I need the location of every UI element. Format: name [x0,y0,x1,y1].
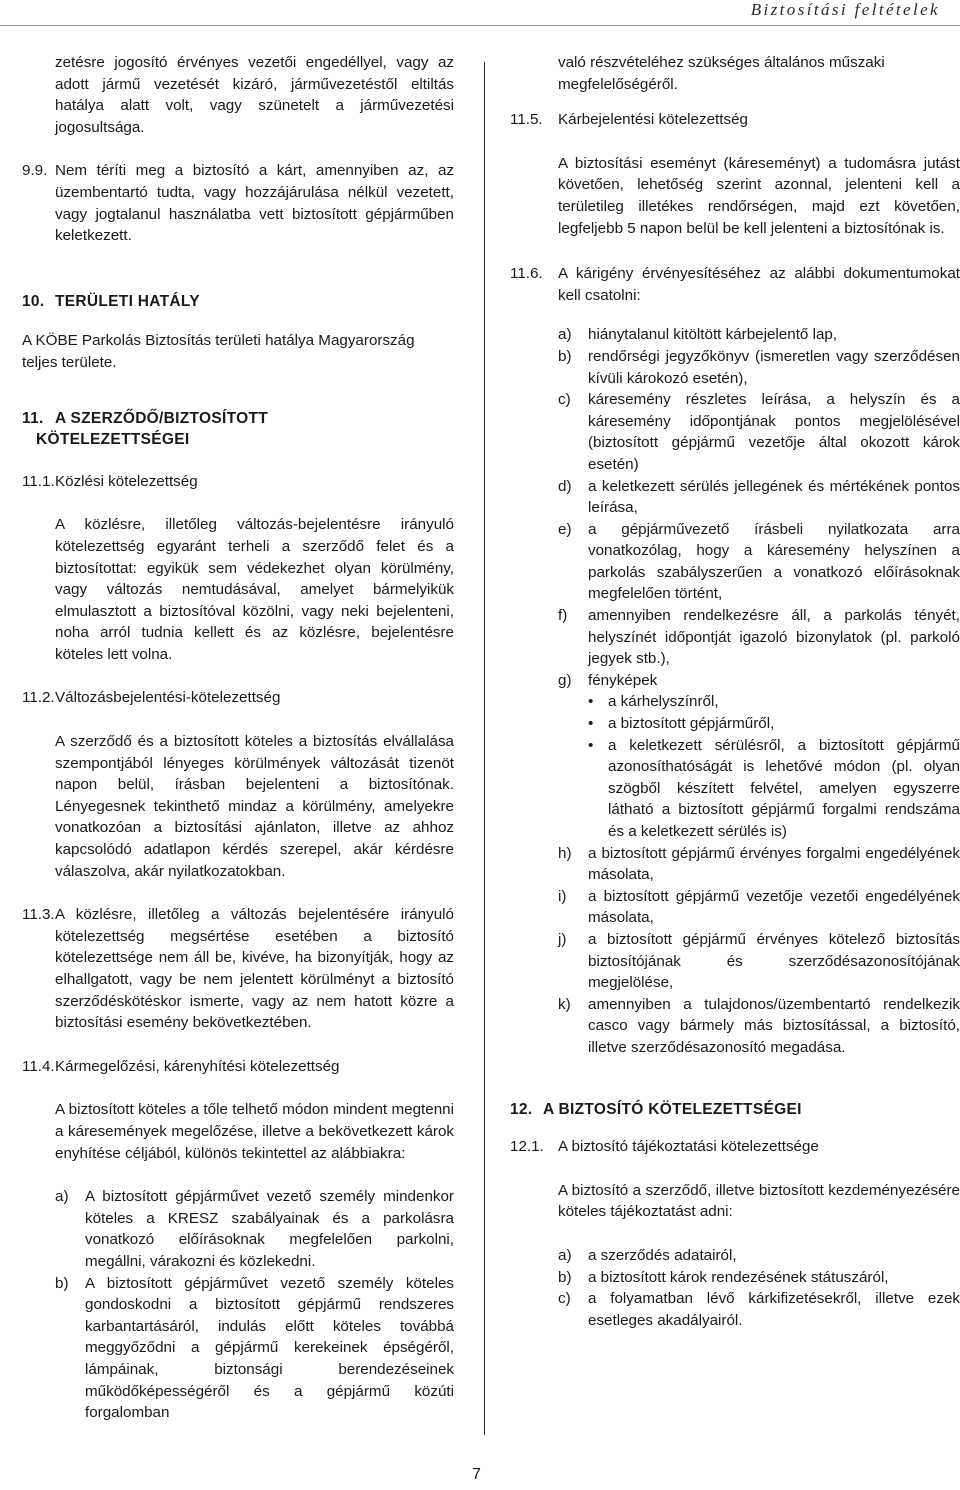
section-11-1-title [22,471,454,493]
section-number: 11.2. [22,689,55,707]
list-item-label: a) [55,1188,69,1206]
running-header [0,0,960,26]
list-item-text: a keletkezett sérülés jellegének és mértékének pontos leírása, [588,477,960,517]
list-item-text: hiánytalanul kitöltött kárbejelentő lap, [588,326,838,344]
bullet-item [588,691,960,713]
heading-number: 12. [510,1100,533,1118]
list-item [558,1245,960,1267]
section-text: Nem téríti meg a biztosító a kárt, amennyiben az, az üzembentartó tudta, vagy hozzájárulása nélkül vezetett, vagy jogtalanul használatba vett biztosított gépjárműben keletkezett. [55,162,454,245]
bullet-text: a biztosított gépjárműről, [608,715,775,733]
section-number: 11.4. [22,1057,55,1075]
right-column [510,52,960,1331]
list-item-label: a) [558,1246,572,1264]
page-number: 7 [472,1466,481,1483]
list-item-text: a biztosított gépjármű vezetője vezetői engedélyének másolata, [588,887,960,927]
bullet-item [588,735,960,843]
list-item [558,1267,960,1289]
bullet-icon: • [588,715,594,733]
section-number: 11.6. [510,265,543,283]
list-item-label: b) [558,1268,572,1286]
bullet-list [558,691,960,842]
list-item-label: e) [558,520,572,538]
list-item-label: h) [558,844,572,862]
section-9-9 [22,160,454,246]
list-item-text: fényképek [588,671,658,689]
paragraph-continuation: való részvételéhez szükséges általános műszaki megfelelőségéről. [558,54,885,93]
paragraph-11-1: A közlésre, illetőleg változás-bejelentésre irányuló kötelezettség egyaránt terheli a szerződő felet és a biztosítottat: egyikük sem védekezhet olyan körülmény, vagy változás nemtudásával, amelyet bármelyikük elmulasztott a biztosítóval közölni, vagy neki bejelenteni, noha arról tudnia kellett és az közlésre, bejelentésre köteles lett volna. [55,516,454,663]
list-item-label: a) [558,326,572,344]
section-11-6 [510,263,960,306]
heading-title: A BIZTOSÍTÓ KÖTELEZETTSÉGEI [543,1100,802,1118]
heading-title: TERÜLETI HATÁLY [55,292,200,310]
section-11-3 [22,904,454,1034]
paragraph-11-2: A szerződő és a biztosított köteles a biztosítás elvállalása szempontjából lényeges körülmények változását tizenöt napon belül, írásban bejelenteni a biztosítónak. Lényegesnek tekinthető mindaz a körülmény, amelyekre vonatkozóan a biztosítási ajánlaton, illetve az ahhoz kapcsolódó adatlapon kérdés szerepel, akár kérdésre válaszolva, akár nyilatkozatokban. [55,733,454,880]
list-item [558,843,960,886]
section-number: 11.5. [510,111,543,129]
list-item-text: A biztosított gépjárművet vezető személy mindenkor köteles a KRESZ szabályainak és a parkolásra vonatkozó előírásoknak megfelelően parkolni, megállni, várakozni és közlekedni. [85,1188,454,1270]
list-item [558,324,960,346]
list-item [558,519,960,605]
list-item [558,476,960,519]
section-title: A biztosító tájékoztatási kötelezettsége [558,1138,819,1156]
section-number: 12.1. [510,1138,544,1156]
paragraph-11-5: A biztosítási eseményt (káreseményt) a tudomásra jutást követően, lehetőség szerint azonnal, jelenteni kell a területileg illetékes rendőrségen, majd ezt követően, legfeljebb 5 napon belül be kell jelenteni a biztosítónak is. [558,154,960,237]
section-title: Közlési kötelezettség [55,472,198,490]
column-divider [484,62,485,1435]
heading-title-line1: A SZERZŐDŐ/BIZTOSÍTOTT [55,409,268,427]
section-number: 11.1. [22,472,55,490]
list-item [558,886,960,929]
list-item-text: rendőrségi jegyzőkönyv (ismeretlen vagy szerződésen kívüli károkozó esetén), [588,347,960,387]
list-item-text: a folyamatban lévő kárkifizetésekről, illetve ezek esetleges akadályairól. [588,1290,960,1329]
section-number: 11.3. [22,906,55,924]
list-12-1 [510,1245,960,1331]
list-item-label: b) [55,1274,69,1292]
bullet-text: a keletkezett sérülésről, a biztosított gépjármű azonosíthatóságát is lehetővé módon (pl. olyan szögből készített felvétel, amelyen egyszerre látható a biztosított gépjármű forgalmi rendszáma és a keletkezett sérülés is) [608,736,960,840]
paragraph-12-1: A biztosító a szerződő, illetve biztosított kezdeményezésére köteles tájékoztatást adni: [558,1181,960,1221]
paragraph-continuation: zetésre jogosító érvényes vezetői engedéllyel, vagy az adott jármű vezetését kizáró, járművezetéstől eltiltás hatálya alatt volt, vagy szünetelt a járművezetési jogosultsága. [55,54,454,136]
list-item-label: j) [558,930,567,948]
bullet-icon: • [588,736,594,754]
list-item-text: a szerződés adatairól, [588,1246,737,1264]
heading-number: 10. [22,292,45,310]
heading-11 [22,408,454,451]
list-item [558,346,960,389]
list-item-text: a biztosított gépjármű érvényes forgalmi engedélyének másolata, [588,844,960,884]
section-title: Kárbejelentési kötelezettség [558,111,748,129]
paragraph-11-4: A biztosított köteles a tőle telhető módon mindent megtenni a káresemények megelőzése, illetve a bekövetkezett károk enyhítése céljából, különös tekintettel az alábbiakra: [55,1101,454,1162]
section-number: 9.9. [22,162,48,180]
section-12-1-title [510,1136,960,1158]
list-item-label: g) [558,671,572,689]
list-item-text: amennyiben a tulajdonos/üzembentartó rendelkezik casco vagy bármely más biztosítással, a biztosító, illetve szerződésazonosító megadása. [588,995,960,1056]
section-text: A kárigény érvényesítéséhez az alábbi dokumentumokat kell csatolni: [558,265,960,304]
list-item-label: f) [558,607,568,625]
list-item-label: k) [558,995,571,1013]
list-item-text: a biztosított gépjármű érvényes kötelező biztosítás biztosítójának és szerződésazonosítójának megjelölése, [588,930,960,992]
list-item-label: b) [558,347,572,365]
section-11-5-title [510,109,960,131]
left-column [22,52,454,1424]
list-item [558,670,960,692]
list-item-label: c) [558,391,571,409]
bullet-item [588,713,960,735]
list-item [558,605,960,670]
section-text: A közlésre, illetőleg a változás bejelentésére irányuló kötelezettség megsértése esetében a biztosító kötelezettsége nem áll be, kivéve, ha bizonyítják, hogy az elhallgatott, vagy be nem jelentett körülményt a biztosító szerződéskötéskor ismerte, vagy az nem hatott közre a biztosítási esemény bekövetkeztében. [55,906,454,1032]
bullet-text: a kárhelyszínről, [608,693,719,711]
paragraph-10: A KÖBE Parkolás Biztosítás területi hatálya Magyarország teljes területe. [22,332,415,371]
list-item [55,1186,454,1272]
list-11-4 [22,1186,454,1424]
heading-10 [22,291,454,313]
list-item-label: c) [558,1290,571,1308]
list-item [558,929,960,994]
list-item-text: a biztosított károk rendezésének státuszáról, [588,1268,889,1286]
list-item-text: a gépjárművezető írásbeli nyilatkozata arra vonatkozólag, hogy a káresemény helyszínen a parkolás szabályszerűen a vonatkozó előírásoknak megfelelően történt, [588,520,960,603]
list-item [55,1273,454,1424]
heading-title-line2: KÖTELEZETTSÉGEI [36,431,190,449]
list-item [558,389,960,475]
section-title: Változásbejelentési-kötelezettség [55,689,281,707]
list-item [558,1288,960,1331]
list-item-label: d) [558,477,572,495]
list-item-label: i) [558,887,567,905]
list-item [558,994,960,1059]
heading-12 [510,1099,960,1121]
section-title: Kármegelőzési, kárenyhítési kötelezettség [55,1057,340,1075]
section-11-4-title [22,1056,454,1078]
list-item-text: amennyiben rendelkezésre áll, a parkolás tényét, helyszínét időpontját igazoló bizonylatok (pl. parkoló jegyek stb.), [588,607,960,668]
list-item-text: káresemény részletes leírása, a helyszín és a káresemény időpontjának pontos megjelölésével (biztosított gépjármű vezetője által okozott károk esetén) [588,391,960,473]
list-item-text: A biztosított gépjárművet vezető személy köteles gondoskodni a biztosított gépjármű rendszeres karbantartásáról, indulás előtt köteles továbbá meggyőződni a gépjármű kerekeinek épségéről, lámpáinak, biztonsági berendezéseinek működőképességéről és a gépjármű közúti forgalomban [85,1274,454,1422]
heading-number: 11. [22,409,44,427]
list-11-6 [510,324,960,1058]
header-title: Biztosítási feltételek [750,0,940,19]
bullet-icon: • [588,693,594,711]
section-11-2-title [22,687,454,709]
